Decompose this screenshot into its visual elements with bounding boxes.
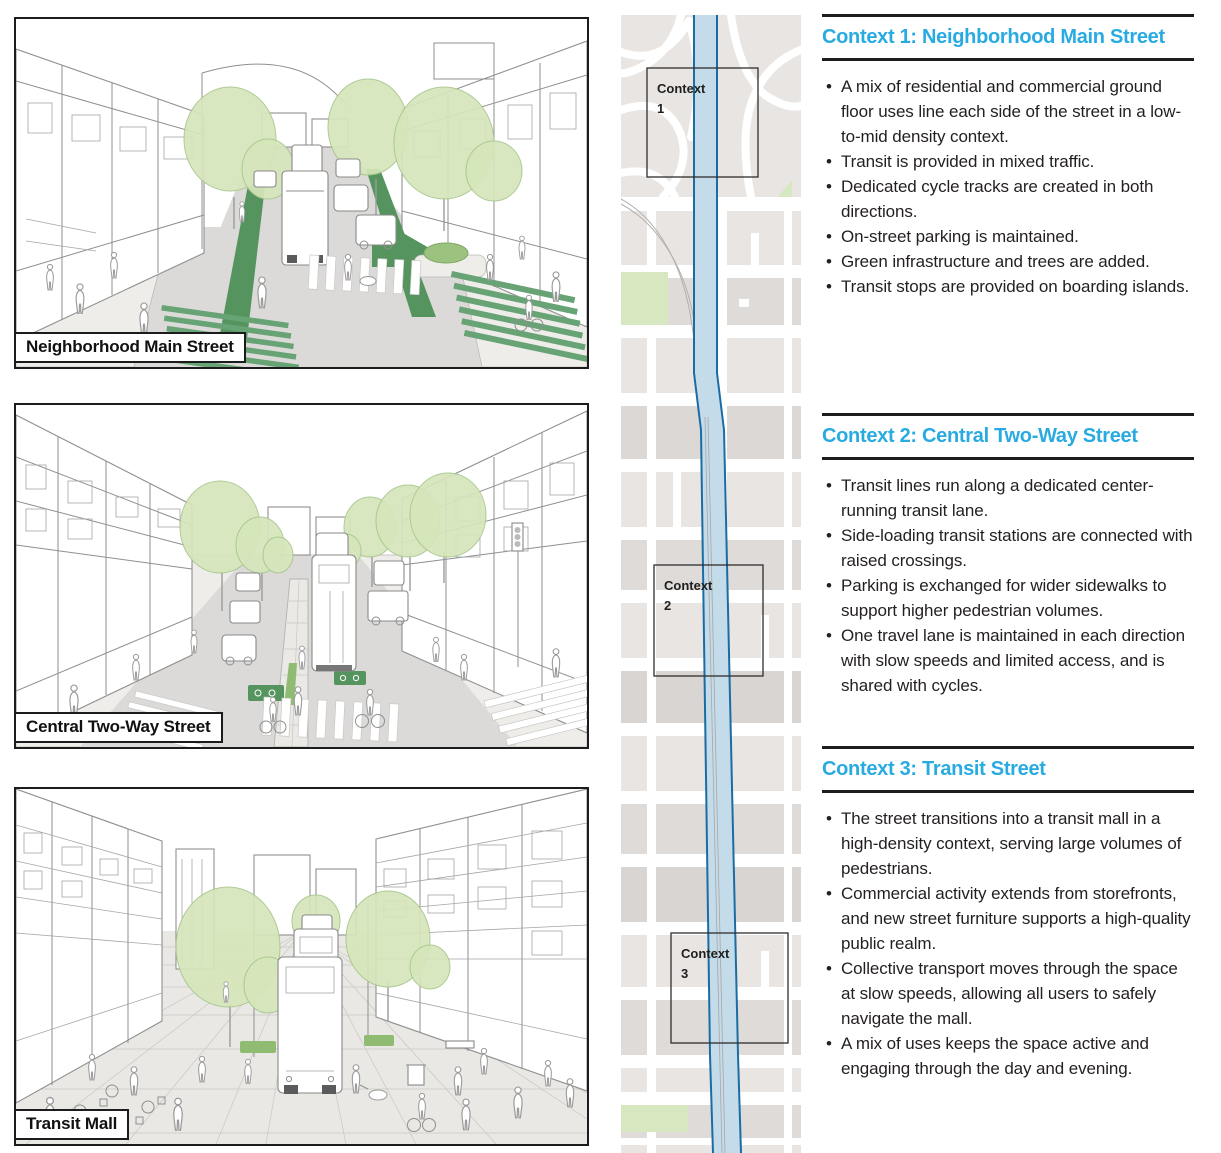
map-park-block-lower <box>621 1105 688 1132</box>
context-3-title: Context 3: Transit Street <box>822 746 1194 793</box>
bullet-item: • One travel lane is maintained in each direction with slow speeds and limited access, and is shared with cycles. <box>822 623 1194 698</box>
bullet-item: • Transit lines run along a dedicated center-running transit lane. <box>822 473 1194 523</box>
context-3-bullets <box>822 806 1194 1081</box>
illustration-caption: Neighborhood Main Street <box>14 332 246 363</box>
context-1-section <box>822 14 1194 299</box>
bullet-item: • Side-loading transit stations are connected with raised crossings. <box>822 523 1194 573</box>
transit-mall-drawing <box>16 789 587 1144</box>
context-3-section <box>822 746 1194 1081</box>
map-park-block-upper <box>621 272 668 325</box>
illustration-central-two-way-street <box>14 403 589 749</box>
bullet-item: • Collective transport moves through the space at slow speeds, allowing all users to safely navigate the mall. <box>822 956 1194 1031</box>
context-2-title: Context 2: Central Two-Way Street <box>822 413 1194 460</box>
svg-text:3: 3 <box>681 966 689 981</box>
illustration-neighborhood-main-street <box>14 17 589 369</box>
map-context-2-label: Context <box>664 578 713 593</box>
bullet-item: • A mix of residential and commercial ground floor uses line each side of the street in a low-to-mid density context. <box>822 74 1194 149</box>
context-1-bullets <box>822 74 1194 299</box>
illustration-caption: Transit Mall <box>14 1109 129 1140</box>
central-two-way-street-drawing <box>16 405 587 747</box>
svg-text:2: 2 <box>664 598 672 613</box>
context-1-title: Context 1: Neighborhood Main Street <box>822 14 1194 61</box>
bullet-item: • Green infrastructure and trees are added. <box>822 249 1194 274</box>
green-panel-left <box>240 1041 276 1053</box>
trash-bin <box>408 1065 424 1085</box>
map-context-1-label: Context <box>657 81 706 96</box>
bullet-item: • Commercial activity extends from storefronts, and new street furniture supports a high-quality public realm. <box>822 881 1194 956</box>
context-2-section <box>822 413 1194 698</box>
bullet-item: • Transit is provided in mixed traffic. <box>822 149 1194 174</box>
bullet-item: • The street transitions into a transit mall in a high-density context, serving large volumes of pedestrians. <box>822 806 1194 881</box>
illustration-caption: Central Two-Way Street <box>14 712 223 743</box>
svg-text:1: 1 <box>657 101 665 116</box>
bullet-item: • On-street parking is maintained. <box>822 224 1194 249</box>
bench <box>446 1041 474 1048</box>
bullet-item: • Transit stops are provided on boarding islands. <box>822 274 1194 299</box>
illustration-transit-mall <box>14 787 589 1146</box>
neighborhood-main-street-drawing <box>16 19 587 367</box>
green-panel-right <box>364 1035 394 1046</box>
bike-box-right <box>334 671 366 685</box>
bullet-item: • Parking is exchanged for wider sidewalks to support higher pedestrian volumes. <box>822 573 1194 623</box>
map-context-3-label: Context <box>681 946 730 961</box>
context-map <box>621 15 801 1153</box>
bullet-item: • A mix of uses keeps the space active and engaging through the day and evening. <box>822 1031 1194 1081</box>
bullet-item: • Dedicated cycle tracks are created in both directions. <box>822 174 1194 224</box>
context-2-bullets <box>822 473 1194 698</box>
